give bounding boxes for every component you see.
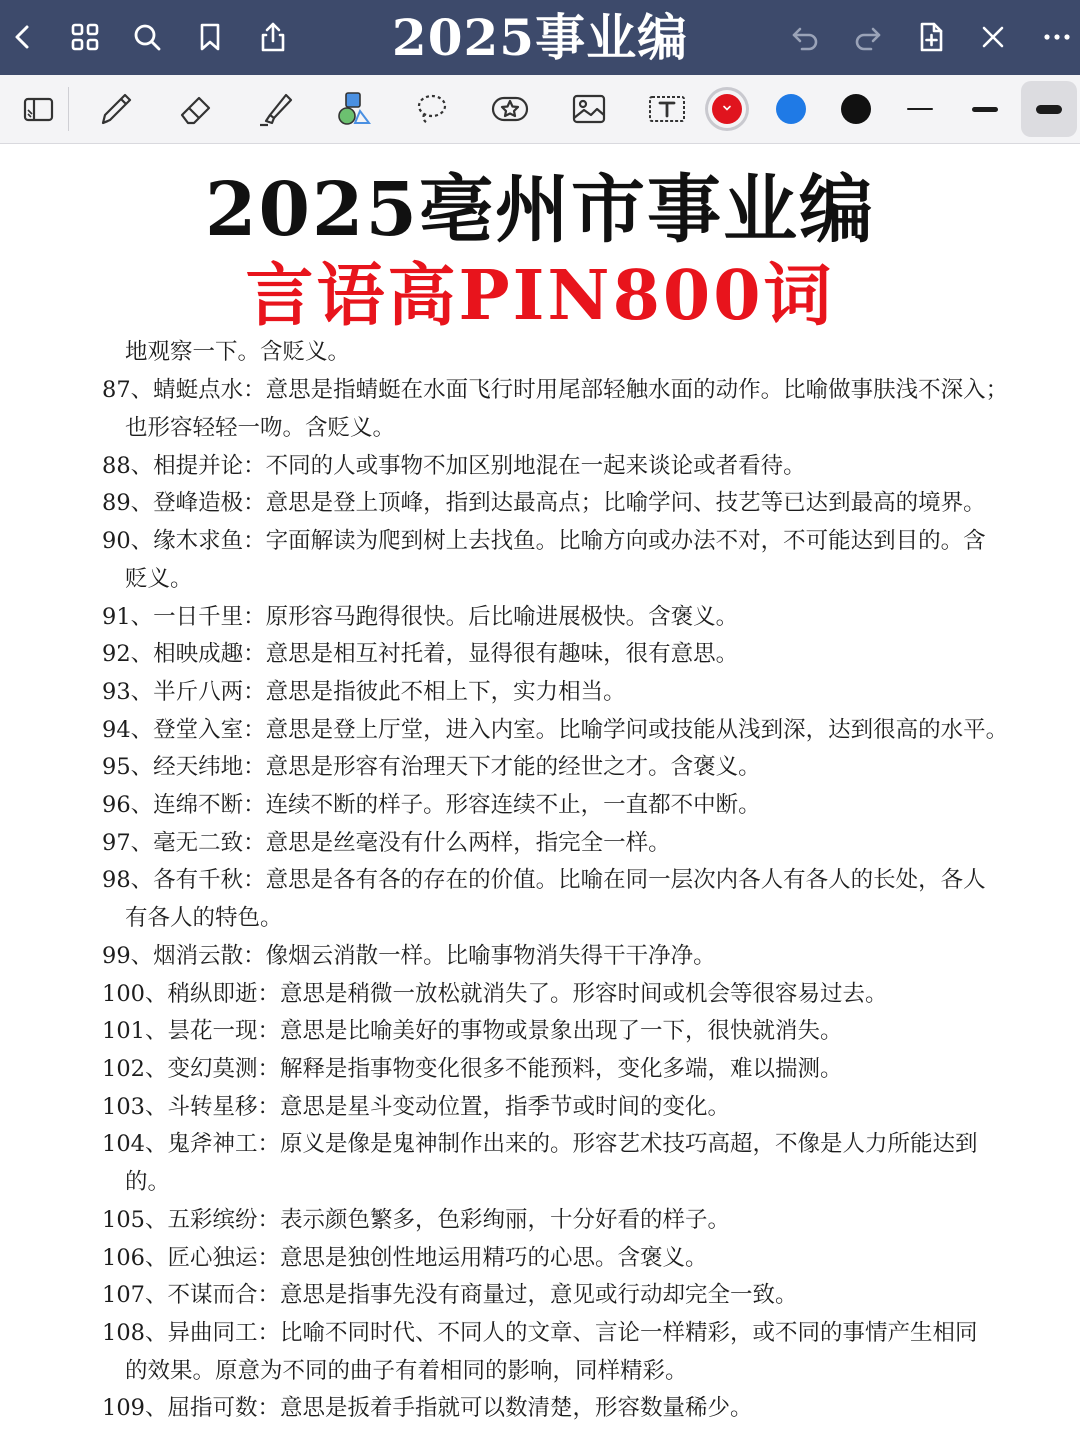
sidebar-toggle-button[interactable] [10, 81, 66, 137]
color-red-swatch[interactable] [699, 81, 755, 137]
search-icon [130, 20, 164, 54]
more-icon [1040, 20, 1074, 54]
highlighter-icon [254, 87, 298, 131]
sticker-icon [488, 87, 532, 131]
entry-text: 的效果。原意为不同的曲子有着相同的影响，同样精彩。 [125, 1358, 688, 1384]
list-item [102, 1201, 730, 1239]
entry-text: 相映成趣：意思是相互衬托着，显得很有趣味，很有意思。 [153, 641, 739, 667]
list-item [102, 1239, 707, 1277]
red-color-swatch [712, 94, 742, 124]
list-item [102, 598, 738, 636]
list-item [102, 1088, 730, 1126]
list-item [125, 899, 283, 937]
close-icon [976, 20, 1010, 54]
entry-text: 匠心独运：意思是独创性地运用精巧的心思。含褒义。 [167, 1245, 708, 1271]
share-button[interactable] [250, 14, 296, 60]
stroke-thick-button[interactable] [1021, 81, 1077, 137]
black-color-swatch [841, 94, 871, 124]
entry-text: 各有千秋：意思是各有各的存在的价值。比喻在同一层次内各人有各人的长处，各人 [153, 867, 986, 893]
entry-number: 104、 [102, 1131, 168, 1157]
entry-text: 斗转星移：意思是星斗变动位置，指季节或时间的变化。 [167, 1094, 730, 1120]
entry-text: 登峰造极：意思是登上顶峰，指到达最高点；比喻学问、技艺等已达到最高的境界。 [153, 490, 986, 516]
list-item [102, 1314, 977, 1352]
entry-number: 90、 [102, 528, 154, 554]
entry-number: 108、 [102, 1320, 168, 1346]
entry-number: 92、 [102, 641, 154, 667]
list-item [125, 560, 193, 598]
entry-number: 105、 [102, 1207, 168, 1233]
list-item [102, 786, 761, 824]
entry-text: 贬义。 [125, 566, 193, 592]
list-item [102, 824, 671, 862]
entry-number: 96、 [102, 792, 154, 818]
image-tool[interactable] [561, 81, 617, 137]
stroke-medium-button[interactable] [957, 81, 1013, 137]
shapes-tool[interactable] [326, 81, 382, 137]
list-item [102, 711, 1008, 749]
entry-text: 连绵不断：连续不断的样子。形容连续不止，一直都不中断。 [153, 792, 761, 818]
list-item [102, 447, 806, 485]
image-icon [567, 87, 611, 131]
title-bar [0, 0, 1080, 75]
eraser-tool[interactable] [168, 81, 224, 137]
entry-number: 101、 [102, 1018, 168, 1044]
entry-text: 经天纬地：意思是形容有治理天下才能的经世之才。含褒义。 [153, 754, 761, 780]
redo-icon [851, 20, 885, 54]
entry-number: 89、 [102, 490, 154, 516]
entry-text: 屈指可数：意思是扳着手指就可以数清楚，形容数量稀少。 [167, 1395, 753, 1421]
chevron-down-icon [722, 103, 732, 113]
list-item [125, 409, 395, 447]
highlighter-tool[interactable] [248, 81, 304, 137]
color-black-swatch[interactable] [828, 81, 884, 137]
list-item [125, 1352, 688, 1390]
entry-number: 107、 [102, 1282, 168, 1308]
back-icon [6, 20, 40, 54]
entry-number: 100、 [102, 981, 168, 1007]
entry-text: 五彩缤纷：表示颜色繁多，色彩绚丽，十分好看的样子。 [167, 1207, 730, 1233]
entry-text: 也形容轻轻一吻。含贬义。 [125, 415, 396, 441]
blue-color-swatch [776, 94, 806, 124]
thin-stroke-icon [907, 108, 933, 110]
list-item [102, 1050, 842, 1088]
page-subtitle: 言语高PIN800词 [245, 256, 835, 336]
entry-text: 不谋而合：意思是指事先没有商量过，意见或行动却完全一致。 [167, 1282, 798, 1308]
list-item [102, 371, 1008, 409]
stroke-thin-button[interactable] [892, 81, 948, 137]
entry-number: 93、 [102, 679, 154, 705]
undo-button[interactable] [782, 14, 828, 60]
lasso-tool[interactable] [404, 81, 460, 137]
entry-text: 相提并论：不同的人或事物不加区别地混在一起来谈论或者看待。 [153, 453, 806, 479]
share-icon [256, 20, 290, 54]
list-item [102, 484, 986, 522]
grid-icon [68, 20, 102, 54]
add-page-button[interactable] [908, 14, 954, 60]
entry-number: 106、 [102, 1245, 168, 1271]
entry-number: 102、 [102, 1056, 168, 1082]
entry-text: 一日千里：原形容马跑得很快。后比喻进展极快。含褒义。 [153, 604, 739, 630]
entry-text: 昙花一现：意思是比喻美好的事物或景象出现了一下，很快就消失。 [167, 1018, 843, 1044]
entry-text: 有各人的特色。 [125, 905, 283, 931]
more-button[interactable] [1034, 14, 1080, 60]
textbox-tool[interactable] [639, 81, 695, 137]
sticker-tool[interactable] [482, 81, 538, 137]
list-item [102, 673, 626, 711]
bookmark-button[interactable] [187, 14, 233, 60]
entry-text: 地观察一下。含贬义。 [125, 339, 351, 365]
redo-button[interactable] [845, 14, 891, 60]
pen-tool[interactable] [88, 81, 144, 137]
entry-number: 94、 [102, 717, 154, 743]
search-button[interactable] [124, 14, 170, 60]
list-item [125, 333, 350, 371]
list-item [102, 635, 738, 673]
annotation-toolbar [0, 75, 1080, 144]
add-page-icon [914, 20, 948, 54]
color-blue-swatch[interactable] [763, 81, 819, 137]
entry-number: 87、 [102, 377, 154, 403]
entry-text: 半斤八两：意思是指彼此不相上下，实力相当。 [153, 679, 626, 705]
shapes-icon [332, 87, 376, 131]
close-button[interactable] [970, 14, 1016, 60]
entry-number: 103、 [102, 1094, 168, 1120]
entry-number: 88、 [102, 453, 154, 479]
lasso-icon [410, 87, 454, 131]
entry-text: 毫无二致：意思是丝毫没有什么两样，指完全一样。 [153, 830, 671, 856]
list-item [102, 975, 887, 1013]
textbox-icon [645, 87, 689, 131]
entry-text: 缘木求鱼：字面解读为爬到树上去找鱼。比喻方向或办法不对，不可能达到目的。含 [153, 528, 986, 554]
entry-number: 91、 [102, 604, 154, 630]
medium-stroke-icon [972, 107, 998, 112]
pen-icon [94, 87, 138, 131]
document-title: 2025事业编 [391, 8, 689, 67]
list-item [125, 1163, 170, 1201]
entry-text: 登堂入室：意思是登上厅堂，进入内室。比喻学问或技能从浅到深，达到很高的水平。 [153, 717, 1009, 743]
entry-number: 98、 [102, 867, 154, 893]
entry-number: 99、 [102, 943, 154, 969]
toolbar-divider [68, 87, 69, 131]
vocabulary-list [0, 333, 1080, 1440]
entry-text: 稍纵即逝：意思是稍微一放松就消失了。形容时间或机会等很容易过去。 [167, 981, 888, 1007]
page-title: 2025亳州市事业编 [205, 167, 875, 253]
list-item [102, 748, 761, 786]
entry-number: 95、 [102, 754, 154, 780]
page-grid-button[interactable] [62, 14, 108, 60]
back-button[interactable] [0, 14, 46, 60]
list-item [102, 1012, 842, 1050]
entry-text: 异曲同工：比喻不同时代、不同人的文章、言论一样精彩，或不同的事情产生相同 [167, 1320, 978, 1346]
list-item [102, 1389, 752, 1427]
list-item [102, 522, 986, 560]
entry-text: 变幻莫测：解释是指事物变化很多不能预料，变化多端，难以揣测。 [167, 1056, 843, 1082]
list-item [102, 1276, 797, 1314]
entry-text: 的。 [125, 1169, 171, 1195]
entry-text: 烟消云散：像烟云消散一样。比喻事物消失得干干净净。 [153, 943, 716, 969]
eraser-icon [174, 87, 218, 131]
list-item [102, 1125, 977, 1163]
list-item [102, 937, 716, 975]
list-item [102, 861, 986, 899]
undo-icon [788, 20, 822, 54]
entry-text: 蜻蜓点水：意思是指蜻蜓在水面飞行时用尾部轻触水面的动作。比喻做事肤浅不深入； [153, 377, 1009, 403]
entry-number: 97、 [102, 830, 154, 856]
sidebar-toggle-icon [16, 87, 60, 131]
thick-stroke-icon [1036, 105, 1062, 114]
bookmark-icon [193, 20, 227, 54]
entry-number: 109、 [102, 1395, 168, 1421]
entry-text: 鬼斧神工：原义是像是鬼神制作出来的。形容艺术技巧高超，不像是人力所能达到 [167, 1131, 978, 1157]
